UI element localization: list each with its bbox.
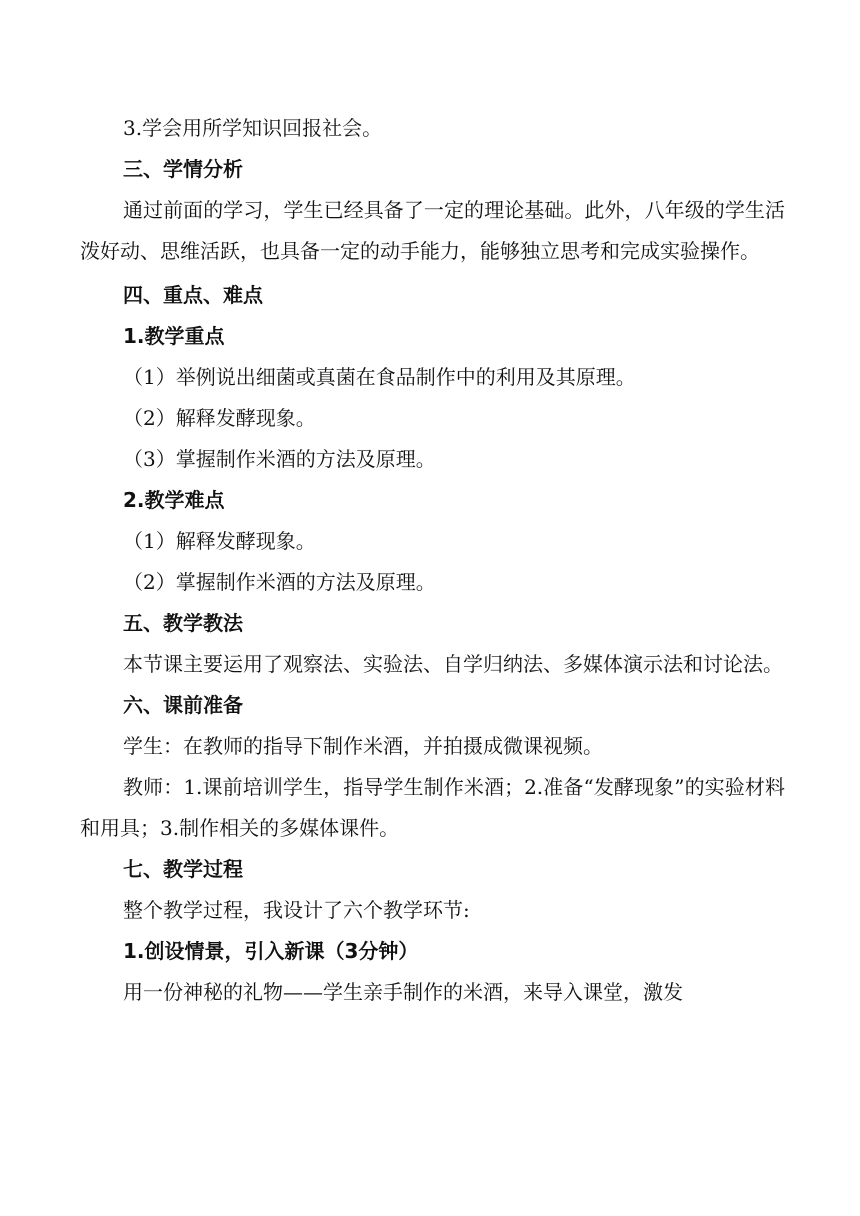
paragraph-introduce-new-lesson: 用一份神秘的礼物——学生亲手制作的米酒，来导入课堂，激发 (123, 980, 683, 1004)
subheading-teaching-difficult-points: 2.教学难点 (123, 488, 225, 512)
subheading-teaching-key-points: 1.教学重点 (123, 324, 225, 348)
paragraph-teaching-methods: 本节课主要运用了观察法、实验法、自学归纳法、多媒体演示法和讨论法。 (123, 652, 783, 676)
heading-pre-class-preparation: 六、课前准备 (123, 693, 243, 717)
heading-student-analysis: 三、学情分析 (123, 157, 243, 181)
list-item-key-point-1: （1）举例说出细菌或真菌在食品制作中的利用及其原理。 (123, 365, 636, 389)
paragraph-student-preparation: 学生：在教师的指导下制作米酒，并拍摄成微课视频。 (123, 734, 603, 758)
heading-teaching-methods: 五、教学教法 (123, 611, 243, 635)
paragraph-teacher-preparation: 教师：1.课前培训学生，指导学生制作米酒；2.准备“发酵现象”的实验材料和用具；3.制作相关的多媒体课件。 (80, 775, 785, 840)
list-item-difficult-point-2: （2）掌握制作米酒的方法及原理。 (123, 570, 436, 594)
paragraph-student-analysis: 通过前面的学习，学生已经具备了一定的理论基础。此外，八年级的学生活泼好动、思维活跃，也具备一定的动手能力，能够独立思考和完成实验操作。 (80, 198, 785, 263)
subheading-introduce-new-lesson: 1.创设情景，引入新课（3分钟） (123, 939, 419, 963)
heading-teaching-process: 七、教学过程 (123, 857, 243, 881)
heading-key-difficult-points: 四、重点、难点 (123, 283, 263, 307)
list-item-key-point-2: （2）解释发酵现象。 (123, 406, 316, 430)
list-item-key-point-3: （3）掌握制作米酒的方法及原理。 (123, 447, 436, 471)
list-item-difficult-point-1: （1）解释发酵现象。 (123, 529, 316, 553)
document-body (80, 108, 785, 1013)
paragraph-objective-3: 3.学会用所学知识回报社会。 (123, 116, 383, 140)
paragraph-process-intro: 整个教学过程，我设计了六个教学环节: (123, 898, 470, 922)
